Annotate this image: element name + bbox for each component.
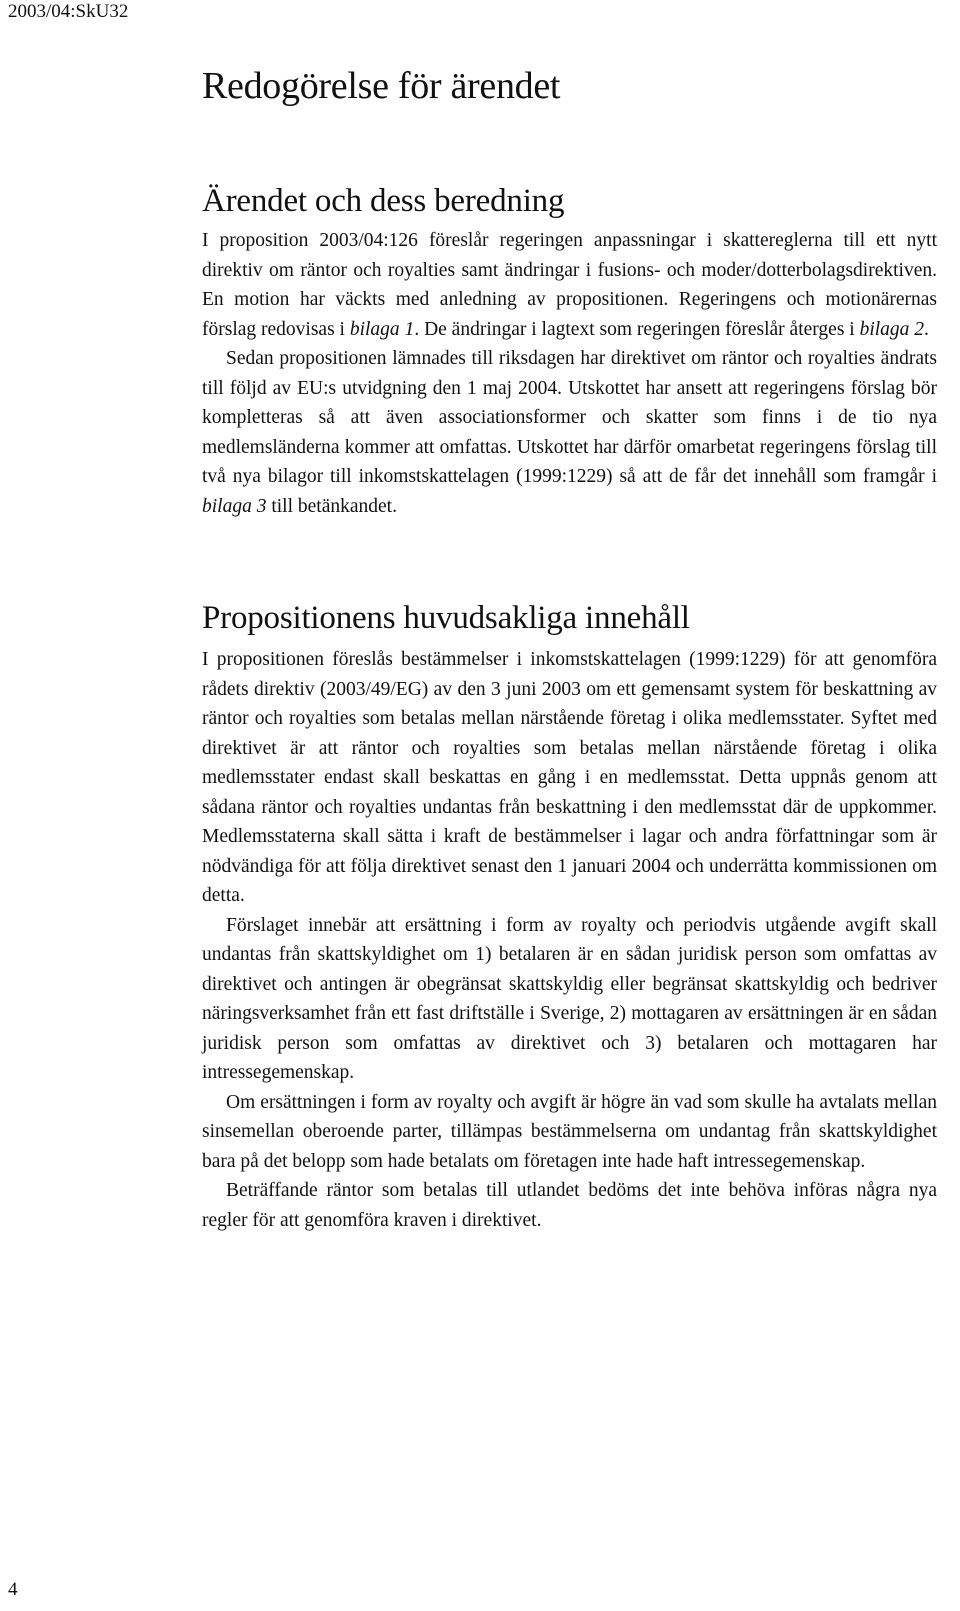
paragraph: Förslaget innebär att ersättning i form av royalty och periodvis utgående avgift skall undantas från skattskyldighet om 1) betalaren är en sådan juridisk person som omfattas av direktivet och antingen är obegränsat skattskyldig eller begränsat skattskyldig och bedriver näringsverksamhet från ett fast driftställe i Sverige, 2) mottagaren av ersättningen är en sådan juridisk person som omfattas av direktivet och 3) betalaren och mottagaren har intressegemenskap.	[202, 914, 937, 1083]
paragraph: I propositionen föreslås bestämmelser i inkomstskattelagen (1999:1229) för att genomföra rådets direktiv (2003/49/EG) av den 3 juni 2003 om ett gemensamt system för beskattning av räntor och royalties som betalas mellan närstående företag i olika medlemsstater. Syftet med direktivet är att räntor och royalties som betalas mellan närstående företag i olika medlemsstater endast skall beskattas en gång i en medlemsstat. Detta uppnås genom att sådana räntor och royalties undantas från beskattning i den medlemsstat där de uppkommer. Medlemsstaterna skall sätta i kraft de bestämmelser i lagar och andra författningar som är nödvändiga för att följa direktivet senast den 1 januari 2004 och underrätta kommissionen om detta.	[202, 649, 937, 906]
document-body	[202, 62, 937, 1235]
paragraph-text: Sedan propositionen lämnades till riksdagen har direktivet om räntor och royalties ändrats till följd av EU:s utvidgning den 1 maj 2004. Utskottet har ansett att regeringens förslag bör kompletteras så att även associationsformer och skatter som finns i de tio nya medlemsländerna kommer att omfattas. Utskottet har därför omarbetat regeringens förslag till två nya bilagor till inkomstskattelagen (1999:1229) så att de får det innehåll som framgår i	[202, 348, 937, 487]
reference-bilaga-1: bilaga 1	[349, 318, 415, 340]
paragraph-text: . De ändringar i lagtext som regeringen föreslår återges i	[414, 318, 860, 340]
paragraph	[202, 226, 937, 344]
paragraph: Beträffande räntor som betalas till utlandet bedöms det inte behöva införas några nya regler för att genomföra kraven i direktivet.	[202, 1180, 937, 1231]
document-id: 2003/04:SkU32	[8, 1, 129, 22]
paragraph-text: .	[924, 318, 929, 340]
reference-bilaga-2: bilaga 2	[859, 318, 925, 340]
section-heading-arendet: Ärendet och dess beredning	[202, 183, 565, 219]
section-body-arendet	[202, 226, 937, 521]
page-number: 4	[8, 1579, 18, 1600]
paragraph-text: till betänkandet.	[266, 495, 397, 517]
paragraph: Om ersättningen i form av royalty och avgift är högre än vad som skulle ha avtalats mellan sinsemellan oberoende parter, tillämpas bestämmelserna om undantag från skattskyldighet bara på det belopp som hade betalats om företagen inte hade haft intressegemenskap.	[202, 1091, 937, 1172]
paragraph	[202, 344, 937, 521]
page-title: Redogörelse för ärendet	[202, 65, 561, 107]
section-heading-huvudsakliga-innehall: Propositionens huvudsakliga innehåll	[202, 600, 690, 636]
reference-bilaga-3: bilaga 3	[202, 495, 267, 517]
section-body-huvudsakliga-innehall	[202, 645, 937, 1235]
paragraph-text: I proposition 2003/04:126 föreslår regeringen anpassningar i skattereglerna till ett nytt direktiv om räntor och royalties samt ändringar i fusions- och moder/dotterbolagsdirektiven. En motion har väckts med anledning av propositionen. Regeringens och motionärernas förslag redovisas i	[202, 230, 937, 340]
